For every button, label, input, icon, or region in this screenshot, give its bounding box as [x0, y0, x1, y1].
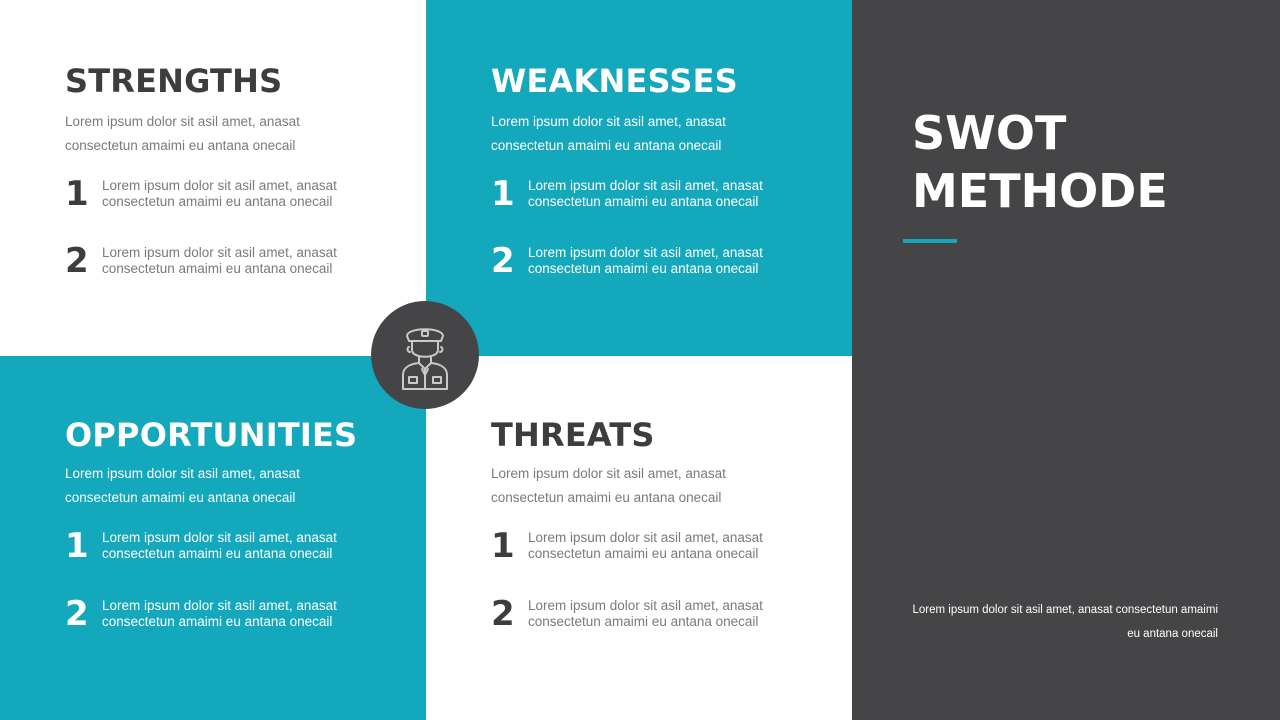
item-text: Lorem ipsum dolor sit asil amet, anasat consectetun amaimi eu antana onecail [102, 178, 337, 209]
swot-title-line-2: METHODE [912, 164, 1168, 218]
weaknesses-item-1 [491, 174, 831, 218]
opportunities-item-2 [65, 594, 405, 638]
threats-quadrant [426, 356, 852, 720]
title-accent-bar [903, 239, 957, 243]
item-text: Lorem ipsum dolor sit asil amet, anasat consectetun amaimi eu antana onecail [528, 530, 763, 561]
item-number: 2 [65, 241, 89, 281]
item-number: 2 [491, 241, 515, 281]
weaknesses-description: Lorem ipsum dolor sit asil amet, anasat consectetun amaimi eu antana onecail [491, 114, 726, 153]
item-text: Lorem ipsum dolor sit asil amet, anasat consectetun amaimi eu antana onecail [102, 530, 337, 561]
threats-item-1 [491, 526, 831, 570]
item-number: 1 [491, 174, 515, 214]
item-number: 1 [491, 526, 515, 566]
strengths-title: STRENGTHS [65, 62, 283, 100]
item-text: Lorem ipsum dolor sit asil amet, anasat consectetun amaimi eu antana onecail [528, 598, 763, 629]
strengths-item-2 [65, 241, 405, 285]
weaknesses-item-2 [491, 241, 831, 285]
side-panel [852, 0, 1280, 720]
center-badge [371, 301, 479, 409]
swot-title [912, 104, 1168, 220]
opportunities-title: OPPORTUNITIES [65, 416, 358, 454]
swot-title-line-1: SWOT [912, 106, 1067, 160]
item-number: 1 [65, 174, 89, 214]
strengths-quadrant [0, 0, 426, 360]
item-number: 2 [65, 594, 89, 634]
threats-item-2 [491, 594, 831, 638]
threats-description: Lorem ipsum dolor sit asil amet, anasat consectetun amaimi eu antana onecail [491, 466, 726, 505]
opportunities-quadrant [0, 356, 426, 720]
strengths-description: Lorem ipsum dolor sit asil amet, anasat consectetun amaimi eu antana onecail [65, 114, 300, 153]
item-text: Lorem ipsum dolor sit asil amet, anasat consectetun amaimi eu antana onecail [102, 598, 337, 629]
item-number: 2 [491, 594, 515, 634]
officer-avatar-icon [395, 319, 455, 391]
threats-title: THREATS [491, 416, 655, 454]
opportunities-item-1 [65, 526, 405, 570]
strengths-item-1 [65, 174, 405, 218]
item-number: 1 [65, 526, 89, 566]
weaknesses-quadrant [426, 0, 852, 360]
item-text: Lorem ipsum dolor sit asil amet, anasat consectetun amaimi eu antana onecail [528, 245, 763, 276]
opportunities-description: Lorem ipsum dolor sit asil amet, anasat consectetun amaimi eu antana onecail [65, 466, 300, 505]
item-text: Lorem ipsum dolor sit asil amet, anasat consectetun amaimi eu antana onecail [102, 245, 337, 276]
weaknesses-title: WEAKNESSES [491, 62, 738, 100]
side-footer-text: Lorem ipsum dolor sit asil amet, anasat consectetun amaimi eu antana onecail [912, 604, 1218, 640]
item-text: Lorem ipsum dolor sit asil amet, anasat consectetun amaimi eu antana onecail [528, 178, 763, 209]
